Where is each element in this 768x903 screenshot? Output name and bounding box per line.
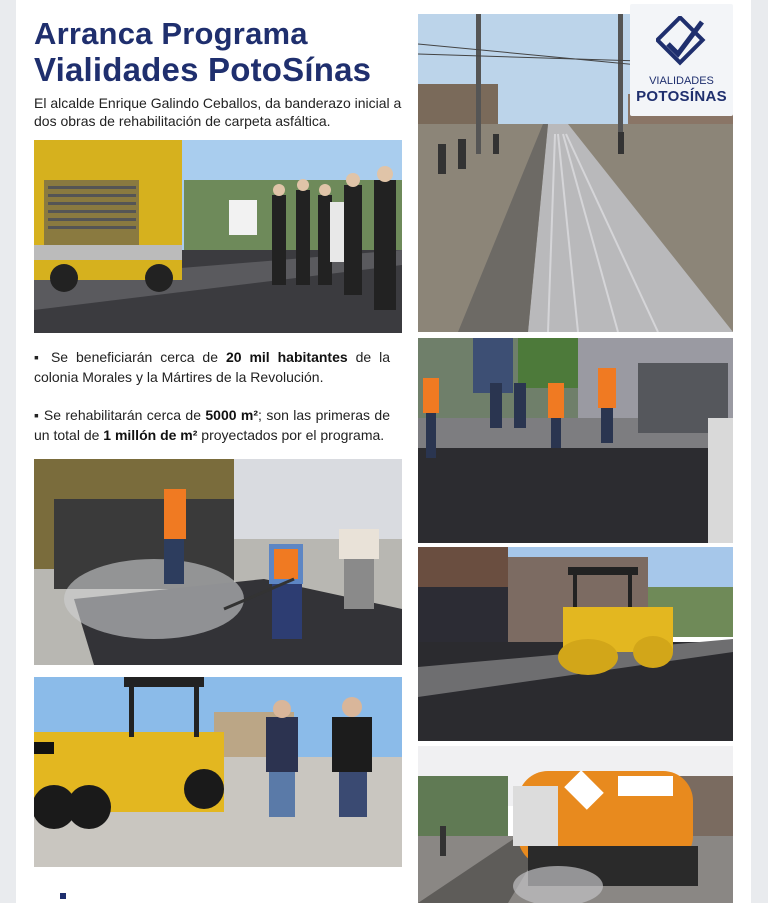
page-title — [34, 16, 404, 88]
bullet-item-2: ▪ Se rehabilitarán cerca de 5000 m²; son las primeras de un total de 1 millón de m² proyectados por el programa. — [34, 407, 390, 443]
photo-roller — [418, 547, 733, 741]
photo-tanker — [418, 746, 733, 903]
bullet-item-1: ▪ Se beneficiarán cerca de 20 mil habitantes de la colonia Morales y la Mártires de la Revolución. — [34, 349, 390, 385]
logo-line1: VIALIDADES — [649, 75, 714, 87]
title-line1: Arranca Programa — [34, 16, 308, 51]
photo-crew-paving — [418, 338, 733, 543]
photo-compactor-officials — [34, 677, 402, 867]
subtitle: El alcalde Enrique Galindo Ceballos, da banderazo inicial a dos obras de rehabilitación de carpeta asfáltica. — [34, 95, 402, 129]
photo-flag-ceremony — [34, 140, 402, 333]
bullet-list — [34, 347, 390, 463]
title-line2: Vialidades PotoSínas — [34, 51, 372, 88]
photo-paver-workers — [34, 459, 402, 665]
program-logo — [630, 4, 733, 116]
logo-line2: POTOSÍNAS — [636, 88, 727, 105]
check-badge-icon — [656, 16, 708, 68]
footer-mark — [60, 893, 66, 899]
